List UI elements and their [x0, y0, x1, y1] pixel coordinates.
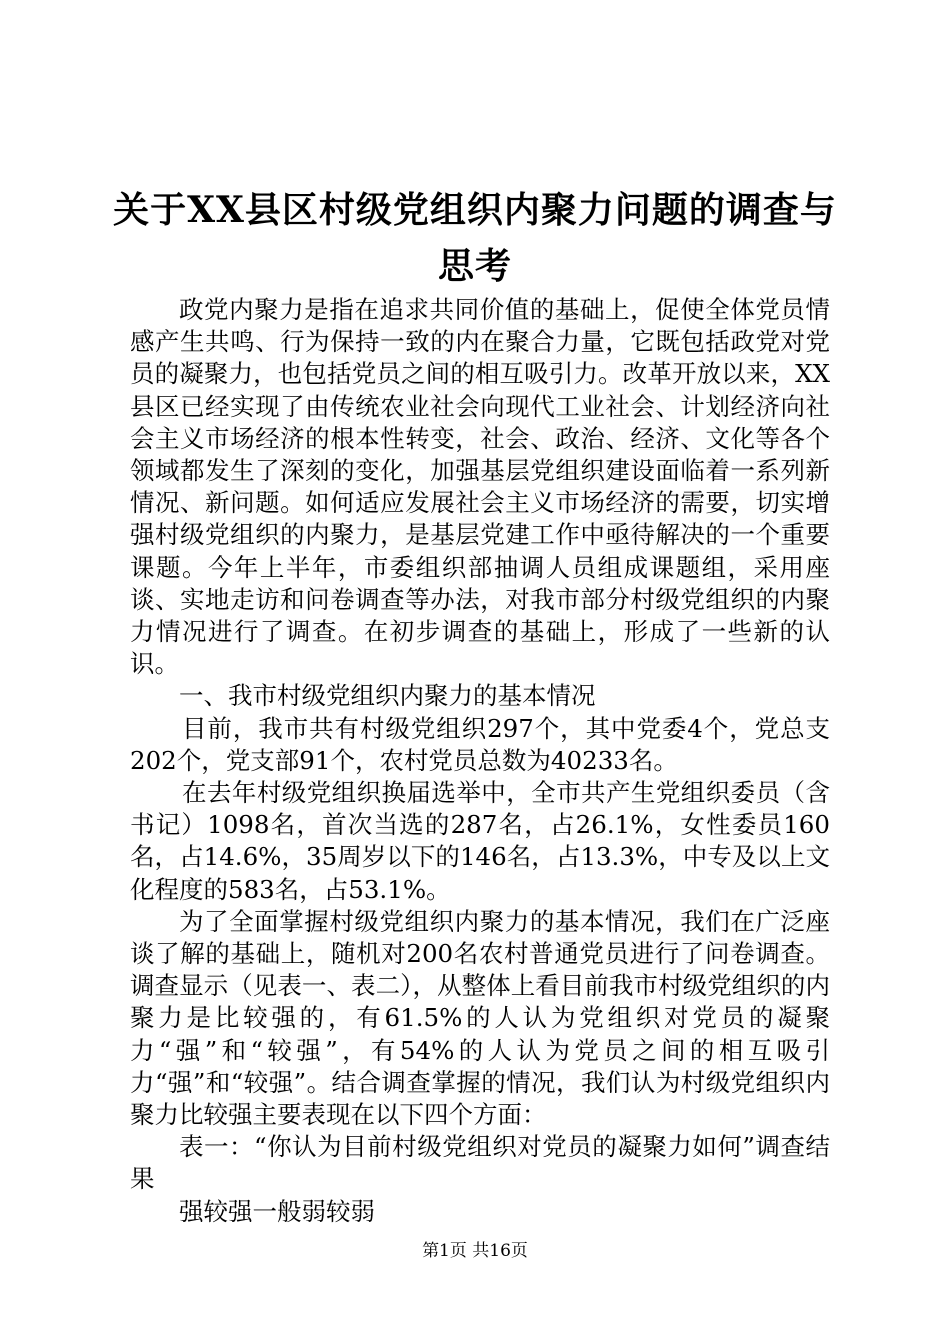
- paragraph-current-status: 目前，我市共有村级党组织297个，其中党委4个，党总支202个，党支部91个，农村党员总数为40233名。: [130, 713, 830, 775]
- section-heading: 一、我市村级党组织内聚力的基本情况: [179, 681, 596, 711]
- table-caption: 表一：“你认为目前村级党组织对党员的凝聚力如何”调查结果: [130, 1132, 830, 1194]
- page-number: 第1页 共16页: [422, 1241, 528, 1261]
- document-body: [130, 294, 830, 1228]
- paragraph-election-results: 在去年村级党组织换届选举中，全市共产生党组织委员（含书记）1098名，首次当选的287名，占26.1%，女性委员160名，占14.6%，35周岁以下的146名，占13.3%，中专及以上文化程度的583名，占53.1%。: [130, 778, 830, 904]
- document-title-line-2: 思考: [437, 245, 512, 287]
- document-title-line-1: 关于XX县区村级党组织内聚力问题的调查与: [113, 189, 837, 231]
- paragraph-intro: 政党内聚力是指在追求共同价值的基础上，促使全体党员情感产生共鸣、行为保持一致的内在聚合力量，它既包括政党对党员的凝聚力，也包括党员之间的相互吸引力。改革开放以来，XX县区已经实现了由传统农业社会向现代工业社会、计划经济向社会主义市场经济的根本性转变，社会、政治、经济、文化等各个领域都发生了深刻的变化，加强基层党组织建设面临着一系列新情况、新问题。如何适应发展社会主义市场经济的需要，切实增强村级党组织的内聚力，是基层党建工作中亟待解决的一个重要课题。今年上半年，市委组织部抽调人员组成课题组，采用座谈、实地走访和问卷调查等办法，对我市部分村级党组织的内聚力情况进行了调查。在初步调查的基础上，形成了一些新的认识。: [130, 295, 830, 679]
- table-header-row: 强较强一般弱较弱: [179, 1196, 375, 1226]
- paragraph-survey: 为了全面掌握村级党组织内聚力的基本情况，我们在广泛座谈了解的基础上，随机对200名农村普通党员进行了问卷调查。调查显示（见表一、表二），从整体上看目前我市村级党组织的内聚力是比较强的，有61.5%的人认为党组织对党员的凝聚力“强”和“较强”，有54%的人认为党员之间的相互吸引力“强”和“较强”。结合调查掌握的情况，我们认为村级党组织内聚力比较强主要表现在以下四个方面：: [130, 906, 830, 1130]
